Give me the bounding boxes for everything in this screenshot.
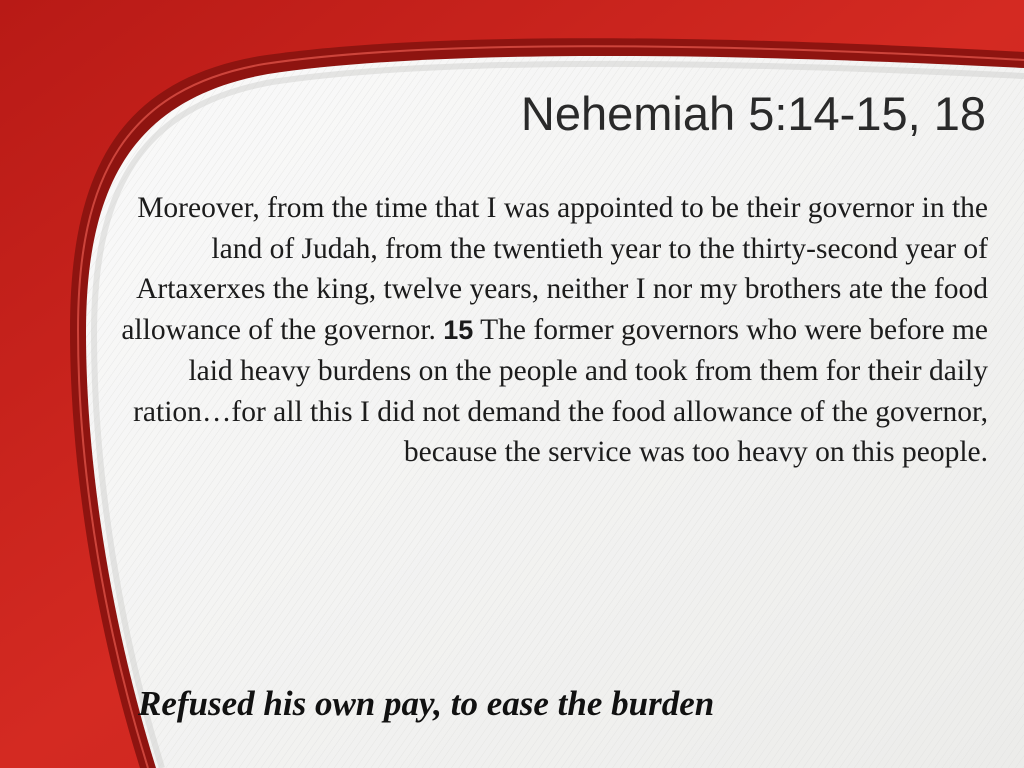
verse-text-part-1: Moreover, from the time that I was appointed to be their governor in the land of Judah, from the twentieth year to the thirty-second year of Artaxerxes the king, twelve years, neither I nor my brothers ate the food allowance of the governor. (121, 192, 988, 347)
verse-number: 15 (443, 315, 474, 346)
verse-text-part-2: The former governors who were before me laid heavy burdens on the people and took from them for their daily ration…for all this I did not demand the food allowance of the governor, because the service was too heavy on this people. (133, 314, 988, 469)
slide-title: Nehemiah 5:14-15, 18 (520, 87, 986, 140)
scripture-passage (108, 188, 988, 473)
slide-caption: Refused his own pay, to ease the burden (138, 684, 715, 723)
